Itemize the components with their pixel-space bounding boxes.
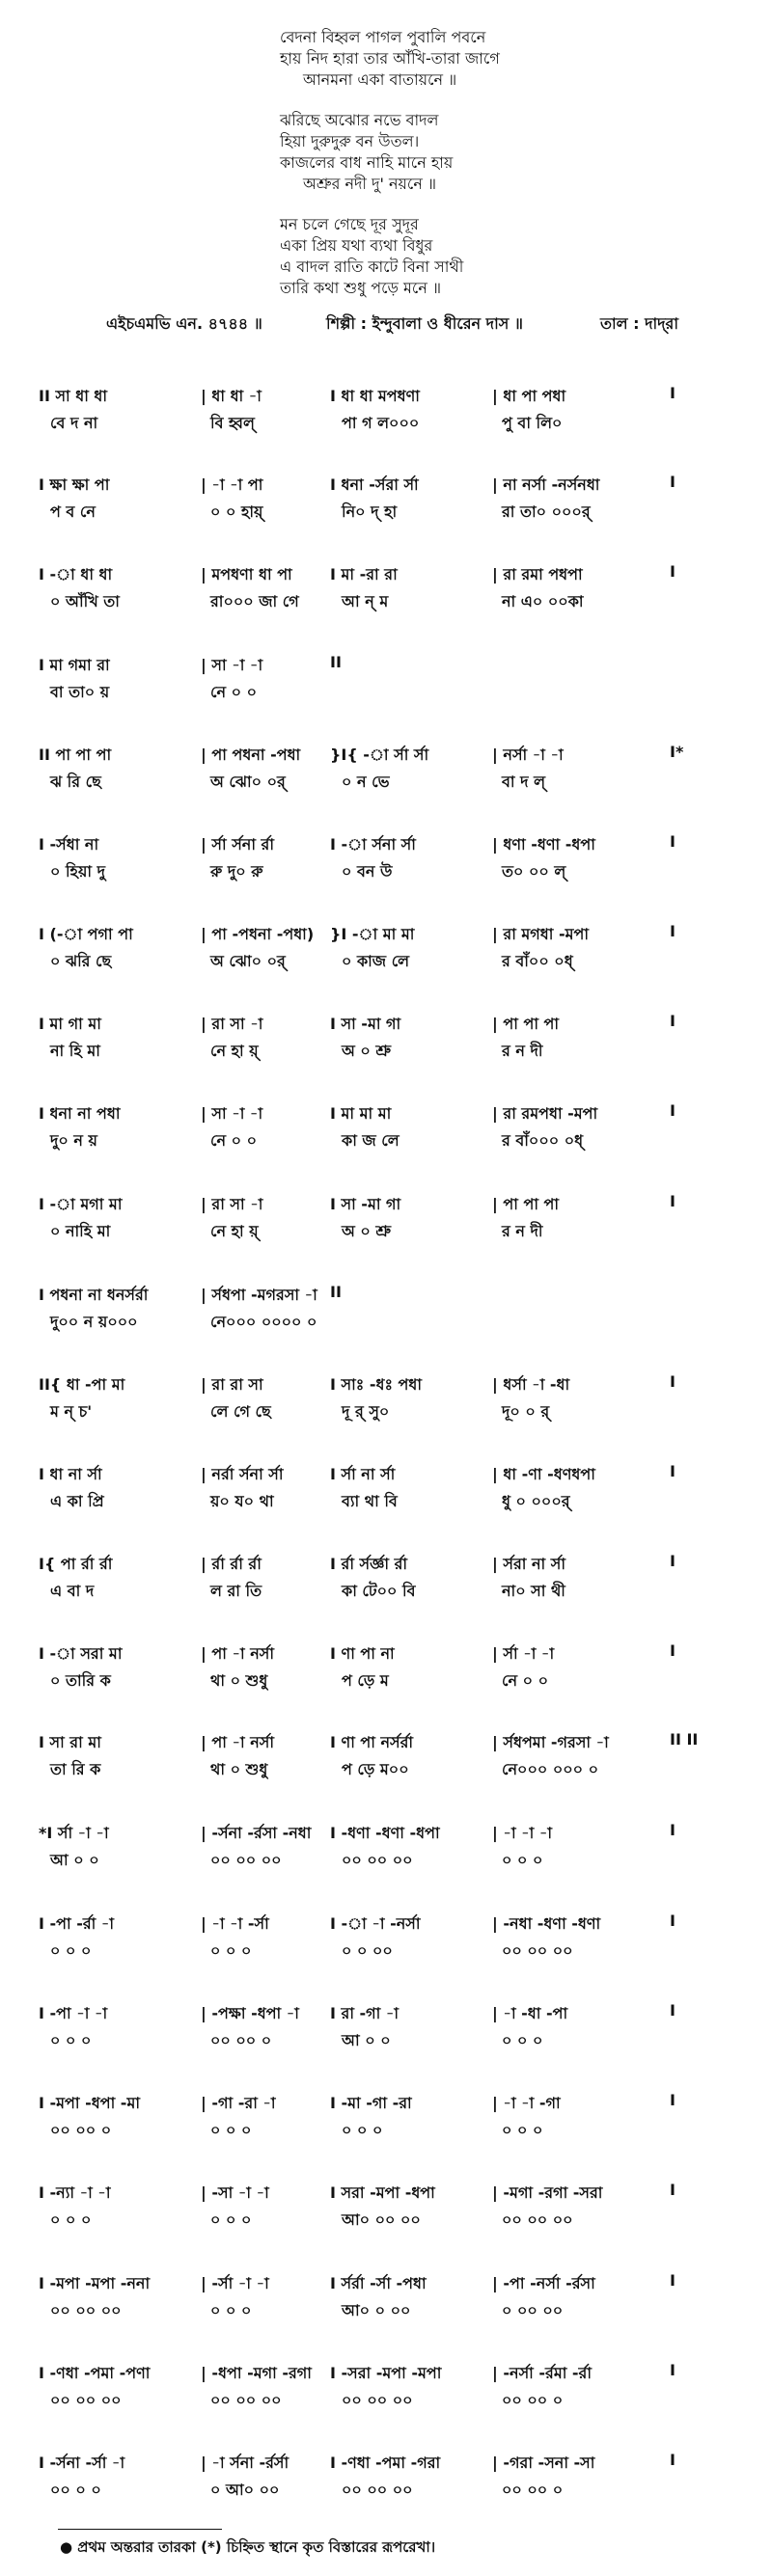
swara-cell: I -া মগা মা: [39, 1195, 123, 1213]
notation-row: [39, 1552, 753, 1606]
lyric-syllables: বে দ না: [50, 414, 98, 432]
swara-cell: I: [670, 2001, 676, 2020]
lyric-syllables: ০ হিয়া দু: [50, 862, 105, 881]
notation-row: [39, 922, 753, 976]
lyric-syllables: ০ ন ভে: [342, 773, 390, 791]
swara-cell: | র্সরা না র্সা: [492, 1555, 565, 1573]
lyric-syllables: তা রি ক: [50, 1760, 101, 1778]
swara-cell: | রা রমা পধপা: [492, 565, 583, 583]
lyric-syllables: না হি মা: [50, 1042, 100, 1060]
lyric-syllables: দূ র্ সু০: [342, 1402, 390, 1421]
swara-cell: I -ন্যা -া -া: [39, 2183, 111, 2202]
lyric-syllables: ০০ ০ ০: [50, 2481, 101, 2499]
swara-cell: I ণা পা নর্সর্রা: [330, 1733, 414, 1751]
lyric-line: তারি কথা শুধু পড়ে মনে ॥: [280, 279, 442, 297]
lyric-syllables: ব্যা থা বি: [342, 1492, 398, 1510]
swara-cell: I ধা ধা মপধণা: [330, 387, 420, 405]
lyric-syllables: ০ ০ ০: [50, 1941, 92, 1960]
swara-cell: I: [670, 2091, 676, 2109]
lyric-syllables: লে গে ছে: [210, 1402, 271, 1421]
swara-cell: I{ পা র্রা র্রা: [39, 1555, 113, 1573]
notation-row: [39, 1012, 753, 1066]
lyric-syllables: ০ ০ ০: [342, 2121, 383, 2139]
swara-cell: I -মা -গা -রা: [330, 2094, 412, 2112]
lyric-syllables: র বাঁ০০ ০ধ্: [502, 952, 573, 970]
lyric-syllables: আ০ ০ ০০: [342, 2301, 411, 2319]
lyric-line: হায় নিদ হারা তার আঁখি-তারা জাগে: [280, 49, 500, 68]
lyric-syllables: কা জ লে: [342, 1131, 400, 1150]
swara-cell: II: [330, 1283, 342, 1301]
swara-cell: I -সরা -মপা -মপা: [330, 2364, 442, 2382]
notation-row: [39, 473, 753, 527]
lyric-syllables: এ বা দ: [50, 1582, 95, 1600]
swara-cell: I: [670, 832, 676, 851]
lyric-syllables: অ ০ শ্রু: [342, 1222, 392, 1240]
swara-cell: | পা -া নর্সা: [201, 1733, 274, 1751]
swara-cell: I সাঃ -ধঃ পধা: [330, 1375, 423, 1394]
notation-row: [39, 2451, 753, 2505]
lyric-syllables: প ড়ে ম: [342, 1671, 389, 1690]
swara-cell: | ধণা -ধণা -ধপা: [492, 835, 595, 854]
lyric-syllables: নি০ দ্ হা: [342, 502, 398, 521]
lyric-syllables: রু দু০ রু: [210, 862, 263, 881]
notation-row: [39, 832, 753, 886]
notation-row: [39, 1192, 753, 1246]
swara-cell: I -র্সধা না: [39, 835, 99, 854]
swara-cell: *I র্সা -া -া: [39, 1824, 109, 1842]
swara-cell: I: [670, 1641, 676, 1660]
swara-cell: | -া -ধা -পা: [492, 2004, 568, 2022]
swara-cell: I র্সর্রা -র্সা -পধা: [330, 2274, 427, 2292]
lyric-syllables: ০০ ০০ ০: [502, 2391, 564, 2409]
lyric-syllables: ০০ ০০ ০০: [342, 2391, 413, 2409]
notation-row: [39, 2091, 753, 2145]
lyric-syllables: ০০ ০০ ০০: [502, 2210, 573, 2229]
swara-cell: | ধা ধা -া: [201, 387, 262, 405]
swara-cell: II{ ধা -পা মা: [39, 1375, 125, 1394]
notation-row: [39, 1372, 753, 1426]
lyric-syllables: অ ০ শ্রু: [342, 1042, 392, 1060]
lyric-syllables: ০ ০ ০: [502, 2121, 543, 2139]
swara-cell: | ধর্সা -া -ধা: [492, 1375, 570, 1394]
lyric-syllables: রা তা০ ০০০র্: [502, 502, 591, 521]
lyric-syllables: বা দ ল্: [502, 773, 546, 791]
lyric-line: অশ্রুর নদী দু' নয়নে ॥: [303, 175, 437, 193]
swara-cell: | র্সা -া -া: [492, 1644, 555, 1663]
lyric-syllables: আ ০ ০: [342, 2031, 391, 2049]
swara-cell: | র্রা র্রা র্রা: [201, 1555, 262, 1573]
swara-cell: I: [670, 1372, 676, 1391]
notation-row: [39, 1821, 753, 1875]
record-info: [106, 312, 724, 333]
lyric-syllables: প ব নে: [50, 502, 96, 521]
lyric-syllables: নে০০০ ০০০ ০: [502, 1760, 599, 1778]
swara-cell: I -া র্সনা র্সা: [330, 835, 416, 854]
lyric-line: ঝরিছে অঝোর নভে বাদল: [280, 111, 439, 129]
swara-cell: I: [670, 1462, 676, 1480]
lyric-syllables: ০০ ০০ ০০: [502, 1941, 573, 1960]
swara-cell: II: [330, 653, 342, 671]
lyric-syllables: পা গ ল০০০: [342, 414, 420, 432]
notation-row: [39, 1912, 753, 1966]
swara-cell: I: [670, 2181, 676, 2199]
record-number: এইচএমভি এন. ৪৭৪৪ ॥: [106, 314, 262, 333]
lyric-syllables: না০ সা থী: [502, 1582, 565, 1600]
lyric-syllables: নে হা য়্: [210, 1222, 259, 1240]
swara-cell: I সা -মা গা: [330, 1015, 401, 1033]
swara-cell: | -র্সনা -র্রসা -নধা: [201, 1824, 312, 1842]
swara-cell: | রা রমপধা -মপা: [492, 1104, 598, 1123]
lyric-syllables: ০০ ০০ ০: [50, 2121, 112, 2139]
lyric-syllables: ০ ০ ০০: [342, 1941, 393, 1960]
lyric-syllables: ০ ০ ০: [502, 2031, 543, 2049]
swara-cell: | ধা -ণা -ধণধপা: [492, 1465, 595, 1483]
swara-cell: | র্সধপা -মগরসা -া: [201, 1286, 317, 1304]
swara-cell: | -গা -রা -া: [201, 2094, 276, 2112]
lyric-syllables: ০০ ০০ ০: [210, 2031, 272, 2049]
lyric-syllables: দু০০ ন য়০০০: [50, 1313, 138, 1331]
swara-cell: I -া ধা ধা: [39, 565, 113, 583]
lyric-syllables: ০ ০ ০: [210, 1941, 252, 1960]
swara-cell: | মপধণা ধা পা: [201, 565, 292, 583]
lyric-syllables: র বাঁ০০০ ০ধ্: [502, 1131, 584, 1150]
lyric-syllables: ০০ ০০ ০০: [210, 2391, 282, 2409]
lyric-syllables: ০ ০ ০: [50, 2031, 92, 2049]
swara-cell: I -মপা -মপা -ননা: [39, 2274, 151, 2292]
lyric-stanza: [280, 110, 704, 195]
notation-row: [39, 1101, 753, 1155]
swara-cell: I -ণধা -পমা -পণা: [39, 2364, 151, 2382]
swara-cell: | রা মগধা -মপা: [492, 925, 589, 943]
lyric-syllables: ০ ০ হায়্: [210, 502, 263, 521]
swara-cell: | র্সা র্সনা র্রা: [201, 835, 274, 854]
swara-cell: | -ধপা -মগা -রগা: [201, 2364, 312, 2382]
swara-cell: I ক্ষা ক্ষা পা: [39, 475, 110, 494]
lyric-syllables: র ন দী: [502, 1042, 543, 1060]
notation-row: [39, 2361, 753, 2415]
lyric-syllables: ঝ রি ছে: [50, 773, 101, 791]
swara-cell: I -ধণা -ধণা -ধপা: [330, 1824, 440, 1842]
swara-cell: | -পক্ষা -ধপা -া: [201, 2004, 299, 2022]
lyric-syllables: ধু ০ ০০০র্: [502, 1492, 570, 1510]
swara-cell: | -া -া পা: [201, 475, 263, 494]
swara-cell: | রা সা -া: [201, 1195, 263, 1213]
notation-row: [39, 743, 753, 797]
lyric-syllables: ০০ ০০ ০০: [50, 2391, 122, 2409]
swara-cell: I -ণধা -পমা -গরা: [330, 2454, 441, 2472]
swara-cell: | -র্সা -া -া: [201, 2274, 269, 2292]
swara-cell: | -সা -া -া: [201, 2183, 269, 2202]
swara-cell: | পা পা পা: [492, 1015, 560, 1033]
lyric-stanza: [280, 214, 704, 299]
swara-cell: | রা রা সা: [201, 1375, 263, 1394]
swara-cell: I -পা -া -া: [39, 2004, 108, 2022]
swara-cell: I: [670, 1821, 676, 1839]
lyric-syllables: এ কা প্রি: [50, 1492, 104, 1510]
lyric-syllables: আ ন্ ম: [342, 592, 389, 610]
lyric-syllables: আ ০ ০: [50, 1851, 99, 1869]
swara-cell: I*: [670, 743, 684, 761]
swara-cell: I ণা পা না: [330, 1644, 395, 1663]
swara-cell: I: [670, 2361, 676, 2379]
notation-row: [39, 2001, 753, 2055]
swara-cell: | র্সধপমা -গরসা -া: [492, 1733, 609, 1751]
swara-cell: I: [670, 562, 676, 581]
lyric-line: এ বাদল রাতি কাটে বিনা সাথী: [280, 258, 464, 276]
lyric-syllables: প ড়ে ম০০: [342, 1760, 409, 1778]
swara-cell: I মা গমা রা: [39, 656, 110, 674]
swara-cell: | নর্সা -া -া: [492, 746, 564, 764]
lyric-line: বেদনা বিহ্বল পাগল পুবালি পবনে: [280, 28, 486, 46]
lyric-syllables: ০ ০ ০: [50, 2210, 92, 2229]
lyric-line: আনমনা একা বাতায়নে ॥: [303, 70, 457, 89]
swara-cell: }I{ -া র্সা র্সা: [330, 746, 429, 764]
lyric-stanza: [280, 27, 704, 91]
swara-cell: I: [670, 384, 676, 402]
lyric-syllables: ০০ ০০ ০০: [342, 2481, 413, 2499]
swara-cell: I মা -রা রা: [330, 565, 398, 583]
swara-cell: | -া -া -র্সা: [201, 1914, 269, 1933]
swara-cell: | -পা -নর্সা -র্রসা: [492, 2274, 595, 2292]
notation-row: [39, 384, 753, 438]
lyric-syllables: ০ ঝরি ছে: [50, 952, 112, 970]
lyric-syllables: ল রা তি: [210, 1582, 262, 1600]
lyric-syllables: ০ আঁখি তা: [50, 592, 120, 610]
swara-cell: | -মগা -রগা -সরা: [492, 2183, 603, 2202]
swara-cell: I র্সা না র্সা: [330, 1465, 396, 1483]
lyric-syllables: বা তা০ য়: [50, 683, 110, 701]
swara-cell: I -মপা -ধপা -মা: [39, 2094, 140, 2112]
swara-cell: | রা সা -া: [201, 1015, 263, 1033]
lyric-syllables: ০ কাজ লে: [342, 952, 410, 970]
swara-cell: I ধনা না পধা: [39, 1104, 121, 1123]
notation-row: [39, 1462, 753, 1516]
lyric-syllables: থা ০ শুধু: [210, 1760, 268, 1778]
lyric-syllables: ০০ ০০ ০০: [210, 1851, 282, 1869]
swara-cell: II সা ধা ধা: [39, 387, 108, 405]
lyric-syllables: য়০ য০ থা: [210, 1492, 274, 1510]
lyric-syllables: র ন দী: [502, 1222, 543, 1240]
lyric-syllables: ০ বন উ: [342, 862, 393, 881]
lyric-line: একা প্রিয় যথা ব্যথা বিধুর: [280, 236, 433, 255]
lyric-syllables: নে ০ ০: [210, 683, 257, 701]
lyric-syllables: ০ ০ ০: [210, 2121, 252, 2139]
lyric-syllables: নে ০ ০: [210, 1131, 257, 1150]
lyric-syllables: অ ঝো০ ০র্: [210, 773, 286, 791]
footnote: ● প্রথম অন্তরার তারকা (*) চিহ্নিত স্থানে কৃত বিস্তারের রূপরেখা।: [60, 2538, 436, 2556]
lyric-syllables: নে০০০ ০০০০ ০: [210, 1313, 317, 1331]
lyric-syllables: নে ০ ০: [502, 1671, 548, 1690]
swara-cell: I: [670, 473, 676, 491]
lyric-syllables: ০০ ০০ ০০: [342, 1851, 413, 1869]
swara-cell: I পধনা না ধনর্সর্রা: [39, 1286, 149, 1304]
swara-cell: | -া -া -গা: [492, 2094, 561, 2112]
lyric-syllables: ০ তারি ক: [50, 1671, 111, 1690]
swara-cell: | পা -পধনা -পধা): [201, 925, 315, 943]
lyric-syllables: দু০ ন য়: [50, 1131, 97, 1150]
swara-cell: I সা -মা গা: [330, 1195, 401, 1213]
swara-cell: I: [670, 1012, 676, 1030]
swara-cell: }I -া মা মা: [330, 925, 415, 943]
swara-cell: I -া সরা মা: [39, 1644, 123, 1663]
lyric-syllables: রা০০০ জা গে: [210, 592, 299, 610]
lyric-syllables: না এ০ ০০কা: [502, 592, 584, 610]
lyric-syllables: ম ন্ চ': [50, 1402, 93, 1421]
notation-row: [39, 1283, 753, 1337]
swara-cell: II II: [670, 1730, 699, 1749]
notation-row: [39, 562, 753, 616]
lyric-syllables: আ০ ০০ ০০: [342, 2210, 421, 2229]
swara-cell: II পা পা পা: [39, 746, 112, 764]
swara-cell: | -া র্সনা -র্রর্সা: [201, 2454, 290, 2472]
swara-cell: I: [670, 1912, 676, 1930]
notation-row: [39, 2181, 753, 2235]
swara-cell: | -া -া -া: [492, 1824, 553, 1842]
song-lyrics: [280, 27, 704, 318]
swara-cell: | সা -া -া: [201, 1104, 263, 1123]
swara-cell: | ধা পা পধা: [492, 387, 566, 405]
lyric-syllables: ০ ০ ০: [210, 2210, 252, 2229]
lyric-syllables: ত০ ০০ ল্: [502, 862, 566, 881]
lyric-line: কাজলের বাধ নাহি মানে হায়: [280, 153, 454, 172]
swara-cell: I: [670, 922, 676, 940]
lyric-syllables: ০ আ০ ০০: [210, 2481, 280, 2499]
swara-cell: I: [670, 2451, 676, 2469]
taal: তাল : দাদ্‌রা: [600, 314, 678, 333]
lyric-syllables: নে হা য়্: [210, 1042, 259, 1060]
swara-cell: I: [670, 2271, 676, 2290]
swara-cell: I: [670, 1192, 676, 1210]
swara-cell: I সা রা মা: [39, 1733, 101, 1751]
swara-cell: I -পা -র্রা -া: [39, 1914, 115, 1933]
swara-cell: I রা -গা -া: [330, 2004, 400, 2022]
swara-cell: | পা পা পা: [492, 1195, 560, 1213]
lyric-line: হিয়া দুরুদুরু বন উতল।: [280, 132, 420, 150]
lyric-syllables: ০ ০ ০: [210, 2301, 252, 2319]
swara-cell: I সরা -মপা -ধপা: [330, 2183, 435, 2202]
swara-cell: | -নর্সা -র্রমা -র্রা: [492, 2364, 593, 2382]
lyric-line: মন চলে গেছে দূর সুদূর: [280, 215, 419, 233]
lyric-syllables: ০ ০ ০: [502, 1851, 543, 1869]
lyric-syllables: ০০ ০০ ০: [502, 2481, 564, 2499]
swara-cell: I মা মা মা: [330, 1104, 392, 1123]
swara-cell: | -নধা -ধণা -ধণা: [492, 1914, 601, 1933]
swara-cell: | নর্রা র্সনা র্সা: [201, 1465, 284, 1483]
lyric-syllables: থা ০ শুধু: [210, 1671, 268, 1690]
swara-cell: I র্রা র্সর্জ্ঞা র্রা: [330, 1555, 408, 1573]
swara-cell: I -র্সনা -র্সা -া: [39, 2454, 125, 2472]
swara-cell: | সা -া -া: [201, 656, 263, 674]
lyric-syllables: ০ নাহি মা: [50, 1222, 111, 1240]
swara-cell: I: [670, 1552, 676, 1570]
lyric-syllables: বি হ্বল্: [210, 414, 255, 432]
notation-row: [39, 1641, 753, 1695]
swara-cell: | না নর্সা -নর্সনধা: [492, 475, 600, 494]
lyric-syllables: কা টে০০ বি: [342, 1582, 416, 1600]
lyric-syllables: ০০ ০০ ০০: [50, 2301, 122, 2319]
swara-cell: I মা গা মা: [39, 1015, 101, 1033]
swara-cell: I ধা না র্সা: [39, 1465, 102, 1483]
notation-row: [39, 2271, 753, 2325]
lyric-syllables: অ ঝো০ ০র্: [210, 952, 286, 970]
swara-cell: | -গরা -সনা -সা: [492, 2454, 595, 2472]
swara-cell: I -া -া -নর্সা: [330, 1914, 421, 1933]
swara-cell: | পা পধনা -পধা: [201, 746, 301, 764]
notation-row: [39, 1730, 753, 1784]
lyric-syllables: পু বা লি০: [502, 414, 563, 432]
footnote-divider: [58, 2529, 222, 2530]
swara-cell: | পা -া নর্সা: [201, 1644, 274, 1663]
swara-cell: I: [670, 1101, 676, 1120]
lyric-syllables: ০ ০০ ০০: [502, 2301, 564, 2319]
lyric-syllables: দূ০ ০ র্: [502, 1402, 550, 1421]
notation-row: [39, 653, 753, 707]
swara-cell: I ধনা -র্সরা র্সা: [330, 475, 419, 494]
swara-cell: I (-া পগা পা: [39, 925, 133, 943]
artists: শিল্পী : ইন্দুবালা ও ধীরেন দাস ॥: [326, 314, 523, 333]
